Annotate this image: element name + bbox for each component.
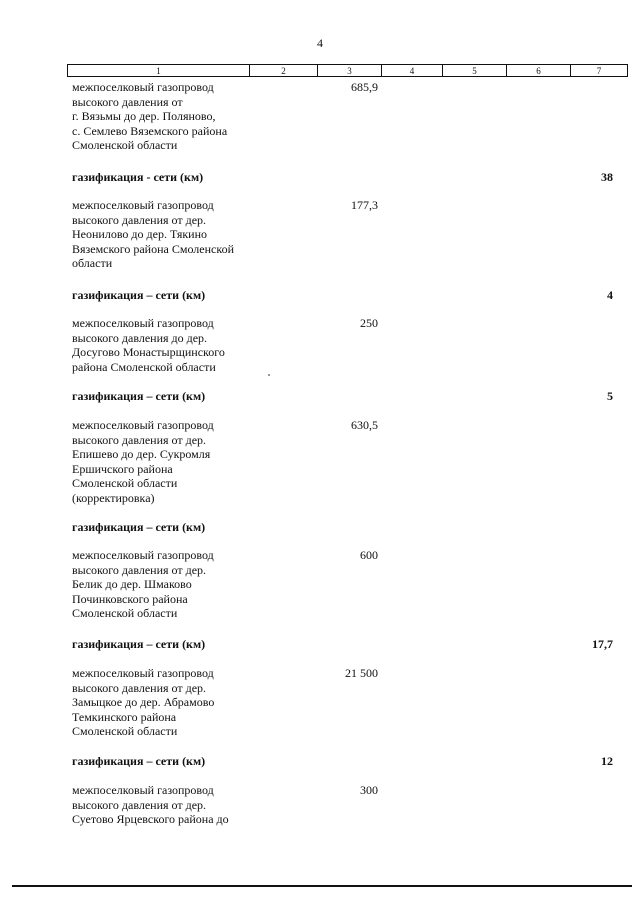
pipeline-value: 177,3 — [351, 198, 378, 212]
pipeline-value: 685,9 — [351, 80, 378, 94]
section-heading: газификация – сети (км) — [72, 754, 206, 768]
section-value: 17,7 — [592, 637, 613, 651]
section-value: 12 — [601, 754, 613, 768]
column-header-6: 6 — [507, 65, 571, 77]
pipeline-description: межпоселковый газопровод высокого давления от дер. Неонилово до дер. Тякино Вяземского района Смоленской области — [72, 198, 234, 271]
pipeline-description: межпоселковый газопровод высокого давления от дер. Суетово Ярцевского района до — [72, 783, 229, 827]
section-heading: газификация – сети (км) — [72, 288, 206, 302]
section-value: 38 — [601, 170, 613, 184]
pipeline-description: межпоселковый газопровод высокого давления от дер. Епишево до дер. Сукромля Ершичского района Смоленской области (корректировка) — [72, 418, 214, 505]
pipeline-description: межпоселковый газопровод высокого давления от г. Вязьмы до дер. Поляново, с. Семлево Вяземского района Смоленской области — [72, 80, 228, 153]
section-value: 4 — [607, 288, 613, 302]
section-heading: газификация - сети (км) — [72, 170, 204, 184]
column-header-3: 3 — [318, 65, 382, 77]
pipeline-value: 250 — [360, 316, 378, 330]
page-number: 4 — [317, 36, 323, 50]
column-header-7: 7 — [571, 65, 628, 77]
pipeline-value: 600 — [360, 548, 378, 562]
section-heading: газификация – сети (км) — [72, 389, 206, 403]
pipeline-value: 300 — [360, 783, 378, 797]
section-heading: газификация – сети (км) — [72, 637, 206, 651]
bottom-rule — [12, 885, 632, 887]
column-header-5: 5 — [443, 65, 507, 77]
column-header-table — [67, 64, 628, 77]
column-header-1: 1 — [68, 65, 250, 77]
section-heading: газификация – сети (км) — [72, 520, 206, 534]
section-value: 5 — [607, 389, 613, 403]
pipeline-description: межпоселковый газопровод высокого давления от дер. Замыцкое до дер. Абрамово Темкинского района Смоленской области — [72, 666, 215, 739]
pipeline-value: 630,5 — [351, 418, 378, 432]
pipeline-description: межпоселковый газопровод высокого давления от дер. Белик до дер. Шмаково Починковского района Смоленской области — [72, 548, 214, 621]
column-header-4: 4 — [382, 65, 443, 77]
pipeline-description: межпоселковый газопровод высокого давления до дер. Досугово Монастырщинского района Смоленской области — [72, 316, 225, 374]
pipeline-value: 21 500 — [345, 666, 378, 680]
column-header-2: 2 — [250, 65, 318, 77]
scan-speck — [268, 374, 270, 376]
